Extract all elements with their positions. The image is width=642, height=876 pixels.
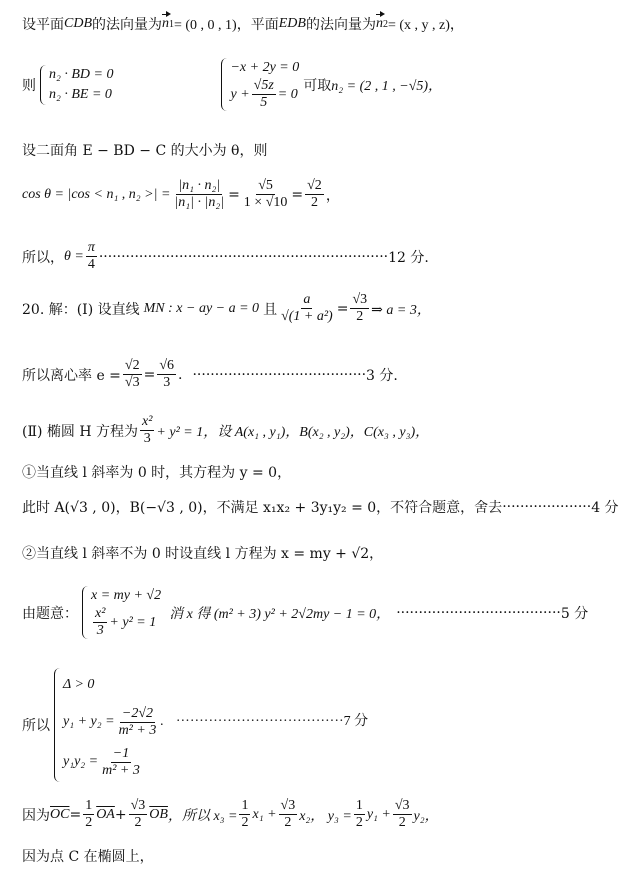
text: 的法向量为 (92, 17, 162, 33)
denominator: |n₁| · |n₂| (174, 195, 225, 210)
numerator: √5 (258, 178, 273, 193)
fraction (86, 240, 97, 273)
text: + (114, 806, 127, 823)
denominator: 2 (134, 815, 142, 830)
text: 所以， (22, 249, 64, 266)
fraction (305, 178, 324, 211)
score: 7 分 (343, 714, 369, 729)
fraction (83, 798, 94, 831)
numerator: π (87, 240, 95, 255)
vector-ob: $\overline{OB}$ (149, 806, 168, 822)
denominator: 2 (241, 815, 249, 830)
fraction (123, 358, 142, 391)
equation-system-4 (54, 668, 368, 782)
text: θ = (64, 248, 84, 264)
line-case-1 (22, 462, 291, 482)
numerator: 1 (355, 798, 363, 813)
denominator: m² + 3 (102, 762, 140, 778)
equation-row: n₂ · BE = 0 (49, 86, 112, 102)
fraction (279, 798, 298, 831)
text: y₂， (413, 808, 439, 824)
numerator: √2 (307, 178, 322, 193)
leader-dots: ···················· (502, 499, 592, 515)
text: 的法向量为 (305, 17, 376, 33)
text: cos θ = |cos < n₁ , n₂ >| = (22, 186, 171, 202)
numerator: |n₁ · n₂| (178, 178, 221, 193)
denominator: √(1 + a²) (281, 309, 333, 324)
numerator: −1 (112, 745, 130, 761)
numerator: √5z (253, 78, 274, 93)
text: 此时 A(√3 , 0)，B(−√3 , 0)，不满足 x₁x₂ + 3y₁y₂ = 0，不符合题意，舍去 (22, 500, 503, 516)
equation-row: n₂ · BD = 0 (49, 66, 114, 82)
equation-row (63, 742, 368, 782)
equation-row (230, 78, 299, 111)
fraction (354, 798, 365, 831)
text: 因为点 C 在椭圆上， (22, 849, 154, 865)
text: (Ⅱ) 椭圆 H 方程为 (22, 423, 138, 440)
equation-row: Δ > 0 (63, 677, 95, 692)
text: + y² = 1，设 A(x₁ , y₁)，B(x₂ , y₂)，C(x₃ , y₃)， (156, 424, 430, 440)
leader-dots: ····································· (396, 604, 561, 621)
numerator: √6 (159, 358, 175, 373)
text: = (291, 186, 304, 203)
vector-n2: n (375, 16, 383, 31)
fraction (129, 798, 148, 831)
text: y₁ + y₂ = (63, 714, 115, 729)
line-point-c-on-ellipse (22, 846, 154, 866)
leader-dots: ································································· (98, 248, 389, 265)
line-substitution (22, 586, 588, 639)
plane-name: CDB (64, 16, 92, 31)
numerator: √3 (130, 798, 146, 813)
equation-row: x = my + √2 (91, 588, 162, 603)
numerator: √3 (394, 798, 410, 813)
fraction (350, 292, 369, 325)
text: y₁y₂ = (63, 754, 99, 769)
fraction (172, 178, 226, 211)
text: ⇒ a = 3， (371, 302, 431, 318)
line-dihedral-angle (22, 140, 268, 160)
denominator: 2 (356, 309, 364, 324)
line-normal-vectors (22, 14, 464, 34)
text: 由题意： (22, 605, 78, 622)
denominator: 3 (143, 431, 151, 446)
denominator: √3 (124, 375, 140, 390)
fraction (279, 292, 335, 325)
line-theta-result (22, 240, 429, 273)
subscript: 1 (169, 18, 174, 30)
equation-row (91, 606, 161, 639)
text: 设平面 (22, 17, 64, 33)
denominator: 4 (87, 257, 95, 272)
numerator: 1 (85, 798, 93, 813)
numerator: x² (95, 606, 106, 621)
numerator: x² (142, 414, 153, 429)
denominator: 3 (163, 375, 171, 390)
line-vieta (22, 668, 372, 782)
fraction (157, 358, 176, 391)
fraction (117, 706, 159, 739)
denominator: m² + 3 (118, 722, 157, 738)
denominator: 2 (398, 815, 406, 830)
text: 可取 (303, 77, 332, 94)
text: 因为 (22, 807, 50, 824)
numerator: 1 (241, 798, 249, 813)
text: ，所以 x₃ = (167, 808, 238, 824)
leader-dots: ······································· (192, 366, 367, 383)
numerator: −2√2 (121, 705, 154, 721)
line-system-equations (22, 58, 442, 111)
fraction (242, 178, 290, 211)
denominator: 2 (310, 195, 318, 210)
denominator: 5 (260, 95, 268, 110)
plane-name: EDB (278, 16, 306, 31)
text: ， (325, 187, 340, 204)
score: 12 分. (388, 249, 429, 266)
text: = (143, 366, 156, 383)
text: 20. 解：(Ⅰ) 设直线 (22, 301, 140, 318)
line-case-2 (22, 543, 383, 563)
score: 4 分 (591, 500, 619, 516)
text: = (x , y , z)， (387, 18, 464, 33)
fraction (100, 746, 142, 779)
text: 设二面角 E − BD − C 的大小为 θ，则 (22, 143, 268, 159)
text: 所以 (22, 718, 50, 734)
score: 5 分 (560, 605, 589, 622)
chosen-vector: n₂ = (2 , 1 , −√5)， (331, 78, 443, 94)
equation-row: −x + 2y = 0 (230, 60, 300, 75)
fraction (93, 606, 107, 639)
numerator: √3 (280, 798, 296, 813)
text: y + (230, 86, 250, 102)
fraction (252, 78, 276, 111)
denominator: 2 (355, 815, 363, 830)
text: y₁ + (366, 806, 391, 822)
denominator: 3 (96, 623, 104, 638)
text: 且 (263, 301, 278, 318)
score: 3 分. (366, 367, 398, 384)
vector-oc: $\overline{OC}$ (50, 806, 70, 822)
numerator: √2 (124, 358, 140, 373)
numerator: a (303, 292, 311, 307)
fraction (140, 414, 154, 447)
text: . (178, 366, 183, 383)
line-equation: MN : x − ay − a = 0 (143, 300, 260, 316)
text: . (160, 714, 164, 729)
leader-dots: ···································· (175, 714, 344, 729)
denominator: 2 (85, 815, 93, 830)
line-cosine (22, 178, 340, 211)
line-case-1-result (22, 497, 619, 517)
line-eccentricity (22, 358, 398, 391)
fraction (239, 798, 250, 831)
numerator: √3 (352, 292, 368, 307)
text: ①当直线 l 斜率为 0 时，其方程为 y = 0， (22, 465, 292, 481)
fraction (393, 798, 412, 831)
text: ②当直线 l 斜率不为 0 时设直线 l 方程为 x = my + √2， (22, 546, 384, 562)
text: 则 (22, 77, 36, 94)
text: = (69, 806, 82, 823)
equation-system-1 (40, 65, 113, 105)
equation-system-2 (221, 58, 299, 111)
text: = (0 , 0 , 1)，平面 (174, 18, 279, 33)
text: = (228, 186, 240, 203)
text: x₂， y₃ = (299, 808, 352, 824)
equation-row (63, 702, 368, 742)
text: x₁ + (252, 806, 277, 822)
text: 所以离心率 e = (22, 367, 121, 384)
equation-system-3 (82, 586, 161, 639)
denominator: 2 (284, 815, 292, 830)
line-problem-20 (22, 292, 431, 325)
vector-oa: $\overline{OA}$ (96, 806, 115, 822)
text: = (336, 300, 349, 317)
vector-n1: n (162, 16, 169, 31)
denominator: 1 × √10 (243, 195, 288, 210)
line-vector-oc (22, 798, 439, 831)
text: 消 x 得 (m² + 3) y² + 2√2my − 1 = 0， (169, 606, 391, 622)
line-ellipse-h (22, 414, 429, 447)
text: = 0 (277, 86, 298, 102)
text: + y² = 1 (109, 614, 157, 630)
subscript: 2 (382, 18, 388, 30)
